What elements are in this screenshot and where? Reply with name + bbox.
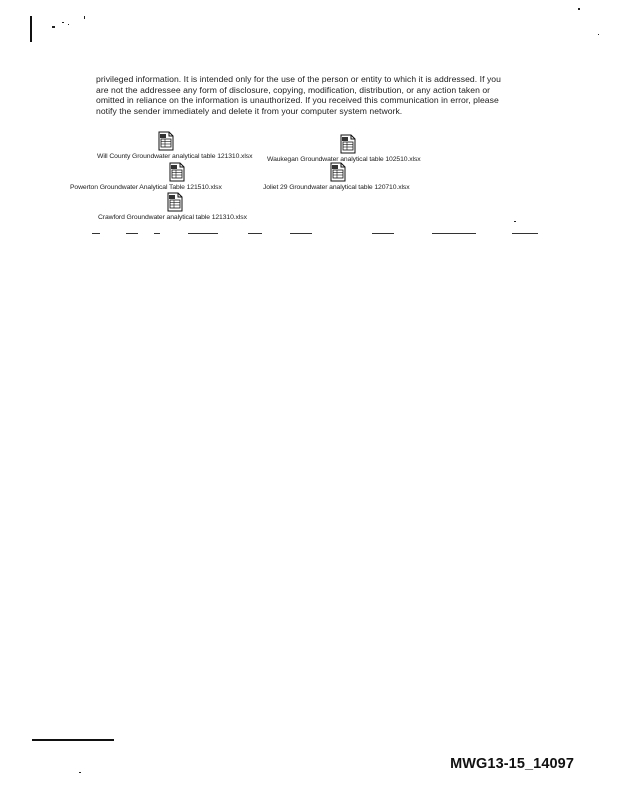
attachment-joliet-29[interactable]: [263, 162, 410, 191]
scan-speck: [578, 8, 580, 10]
separator-line: [92, 232, 542, 236]
scan-speck: [62, 22, 64, 23]
separator-dash: [372, 233, 394, 234]
separator-dash: [92, 233, 100, 234]
separator-dash: [154, 233, 160, 234]
excel-file-icon: [329, 162, 347, 182]
bates-number: MWG13-15_14097: [450, 756, 574, 772]
attachment-waukegan[interactable]: [267, 134, 421, 163]
separator-dash: [432, 233, 476, 234]
scan-speck: [68, 24, 69, 25]
attachment-filename: Joliet 29 Groundwater analytical table 120710.xlsx: [263, 184, 410, 191]
separator-dash: [290, 233, 312, 234]
attachment-filename: Will County Groundwater analytical table 121310.xlsx: [97, 153, 253, 160]
scan-margin-mark: [30, 16, 32, 42]
excel-file-icon: [168, 162, 186, 182]
scan-speck: [84, 16, 85, 19]
excel-file-icon: [157, 131, 175, 151]
separator-dash: [512, 233, 538, 234]
attachment-will-county[interactable]: [97, 131, 252, 160]
scan-speck: [598, 34, 599, 35]
separator-dash: [126, 233, 138, 234]
footer-rule: [32, 739, 114, 741]
scan-speck: [514, 221, 516, 222]
notice-line: are not the addressee any form of disclosure, copying, modification, distribution, or any action taken or: [96, 84, 491, 95]
excel-file-icon: [166, 192, 184, 212]
scan-speck: [52, 26, 55, 28]
confidentiality-notice: [96, 74, 536, 116]
notice-line: omitted in reliance on the information is unauthorized. If you received this communication in error, please: [96, 95, 499, 105]
excel-file-icon: [339, 134, 357, 154]
attachment-powerton[interactable]: [70, 162, 222, 191]
attachment-filename: Crawford Groundwater analytical table 121310.xlsx: [98, 214, 247, 221]
notice-line: notify the sender immediately and delete it from your computer system network.: [96, 105, 403, 116]
notice-line: privileged information. It is intended only for the use of the person or entity to which it is addressed. If you: [96, 74, 501, 84]
attachment-filename: Waukegan Groundwater analytical table 102510.xlsx: [267, 156, 421, 163]
separator-dash: [248, 233, 262, 234]
attachment-filename: Powerton Groundwater Analytical Table 121510.xlsx: [70, 184, 222, 191]
scan-speck: [79, 772, 81, 773]
separator-dash: [188, 233, 218, 234]
attachment-crawford[interactable]: [98, 192, 247, 221]
